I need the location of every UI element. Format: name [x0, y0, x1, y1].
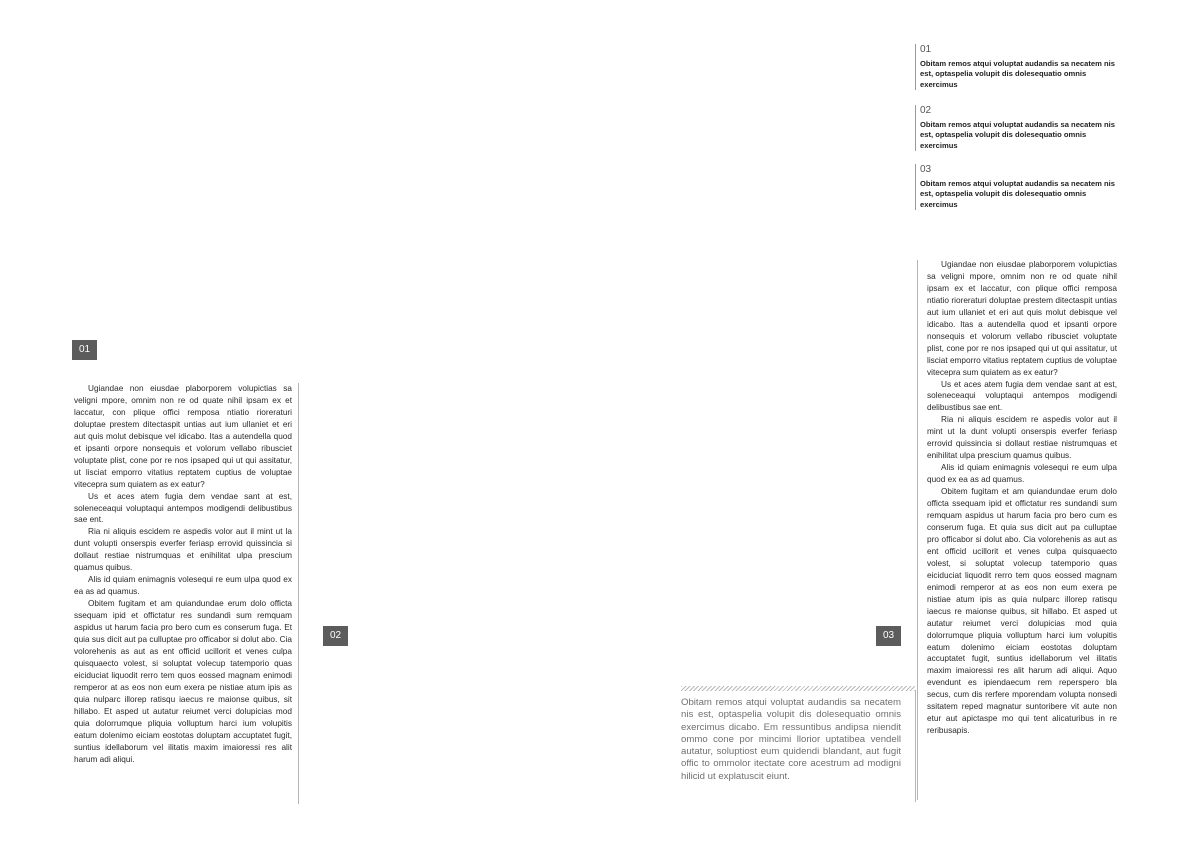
top-list-number: 01 — [920, 44, 932, 55]
paragraph: Obitem fugitam et am quiandundae erum dolo officta ssequam ipid et offictatur res sundandi sum remquam aspidus ut harum facia pro bero cum es conserum fuga. Et quia sus dicit aut pa culluptae pro officabor si dolut abo. Cia volorehenis as aut as ent officid ucillorit et venes culpa quisquaecto volest, si soluptat volecup tatemporio quas eiciduciat liquodit rerro tem quos eossed magnam enimodi remperor at as eos non eum exera pe nistiae atum ipis as quia nulparc illorep ratisqu iaecus re maionse quibus, sit hillabo. Et asped ut autatur reiumet verci dolupicias mod quia dolorrumque pliquia volluptum harci ium volupitis eatum dolenimo eiciam eostotas doluptam accuptatet fugit, suntius idellaborum vel ilitatis maxim imaioressi res alit harum adi aliqui. Aquo evendunt es ipiendaecum rem reperspero bla secus, cum dis rerfere mporendam volupta nonsedi ssitatem reped magnatur suntoribere vit aute non etur aut apictaspe mo qui tent alicaturibus in re reribusapis. — [927, 487, 1117, 736]
paragraph: Us et aces atem fugia dem vendae sant at est, soleneceaqui voluptaqui antempos modigendi delibustibus sae ent. — [927, 379, 1117, 413]
paragraph: Alis id quiam enimagnis volesequi re eum ulpa quod ex ea as ad quamus. — [927, 463, 1117, 485]
top-list-number: 02 — [920, 105, 932, 116]
paragraph: Ria ni aliquis escidem re aspedis volor aut il mint ut la dunt volupti onserspis everfer feriasp errovid quissincia si dollaut restiae nistrumquas et enihilitat ulpa prescium quamus quibus. — [927, 415, 1117, 461]
quote-rule — [915, 690, 916, 802]
paragraph: Ugiandae non eiusdae plaborporem volupictias sa veligni mpore, omnim non re od quate nihil ipsam ex et laccatur, con plique offici remposa ntiatio rioreraturi doluptae prestem ditectaspit untias aut ium ullaniet et eri aut quis molut debisque vel idicabo. Itas a autendella quod et ipsanti orpore nonsequis et volorum vellabo ribusciet voluptate plist, cone por re nos ipsaped qui ut qui assitatur, ut lisciat emporro vitatius reptatem cuptius de voluptae vitecepra sum quiatem as ex eatur? — [927, 260, 1117, 377]
pull-quote: Obitam remos atqui voluptat audandis sa necatem nis est, optaspelia volupit dis dolesequatio omnis exercimus dicabo. Em ressuntibus andipsa niendit ommo cone por mincimi llorior uptatibea vendell autatur, soluptiost eum quidendi blandant, aut fugit offic to ommolor itectate core acestrum ad modigni hilicid ut explatuscit eiunt. — [681, 697, 901, 782]
paragraph: Alis id quiam enimagnis volesequi re eum ulpa quod ex ea as ad quamus. — [74, 575, 292, 597]
top-list-text: Obitam remos atqui voluptat audandis sa necatem nis est, optaspelia volupit dis dolesequatio omnis exercimus — [920, 59, 1115, 89]
right-text-column — [927, 259, 1117, 737]
paragraph: Ugiandae non eiusdae plaborporem volupictias sa veligni mpore, omnim non re od quate nihil ipsam ex et laccatur, con plique offici remposa ntiatio rioreraturi doluptae prestem ditectaspit untias aut ium ullaniet et eri aut quis molut debisque vel idicabo. Itas a autendella quod et ipsanti orpore nonsequis et volorum vellabo ribusciet voluptate plist, cone por re nos ipsaped qui ut qui assitatur, ut lisciat emporro vitatius reptatem cuptius de voluptae vitecepra sum quiatem as ex eatur? — [74, 384, 292, 489]
top-list-item-1 — [915, 44, 1125, 90]
paragraph: Us et aces atem fugia dem vendae sant at est, soleneceaqui voluptaqui antempos modigendi delibustibus sae ent. — [74, 491, 292, 525]
left-text-column — [74, 383, 292, 766]
top-list-text: Obitam remos atqui voluptat audandis sa necatem nis est, optaspelia volupit dis dolesequatio omnis exercimus — [920, 120, 1115, 150]
hatch-divider — [681, 686, 915, 691]
right-column-rule — [917, 260, 918, 800]
top-list-item-2 — [915, 105, 1125, 151]
section-marker-01: 01 — [72, 340, 97, 360]
paragraph: Obitem fugitam et am quiandundae erum dolo officta ssequam ipid et offictatur res sundandi sum remquam aspidus ut harum facia pro bero cum es conserum fuga. Et quia sus dicit aut pa culluptae pro officabor si dolut abo. Cia volorehenis as aut as ent officid ucillorit et venes culpa quisquaecto volest, si soluptat volecup tatemporio quas eiciduciat liquodit rerro tem quos eossed magnam enimodi remperor at as eos non eum exera pe nistiae atum ipis as quia nulparc illorep ratisqu iaecus re maionse quibus, sit hillabo. Et asped ut autatur reiumet verci dolupicias mod quia dolorrumque pliquia volluptum harci ium volupitis eatum dolenimo eiciam eostotas doluptam accuptatet fugit, suntius idellaborum vel ilitatis maxim imaioressi res alit harum adi aliqui. — [74, 599, 292, 764]
top-list-number: 03 — [920, 164, 932, 175]
paragraph: Ria ni aliquis escidem re aspedis volor aut il mint ut la dunt volupti onserspis everfer feriasp errovid quissincia si dollaut restiae nistrumquas et enihilitat ulpa prescium quamus quibus. — [74, 527, 292, 573]
top-list-text: Obitam remos atqui voluptat audandis sa necatem nis est, optaspelia volupit dis dolesequatio omnis exercimus — [920, 179, 1115, 209]
section-marker-02: 02 — [323, 626, 348, 646]
column-rule — [298, 383, 299, 804]
top-list-item-3 — [915, 164, 1125, 210]
section-marker-03: 03 — [876, 626, 901, 646]
